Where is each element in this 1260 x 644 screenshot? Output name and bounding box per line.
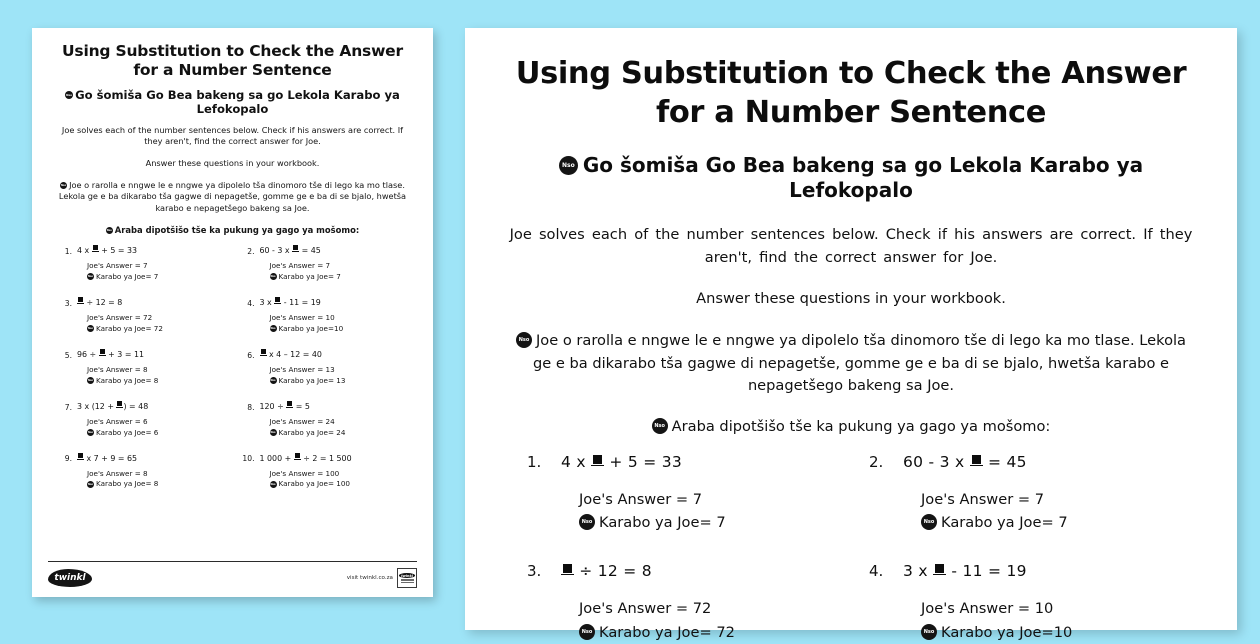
- question-number: 6.: [247, 350, 255, 360]
- nso-language-badge-icon: Nso: [87, 275, 94, 279]
- joes-answer-nso: [270, 376, 412, 386]
- unknown-box-icon: [294, 453, 301, 460]
- equation-prefix: 3 x: [259, 298, 275, 308]
- thumbnail-question-item: [239, 298, 412, 334]
- joes-answer-nso-text: Karabo ya Joe= 7: [941, 514, 1068, 532]
- joes-answer-nso: [921, 621, 1193, 644]
- question-number: 10.: [242, 454, 255, 464]
- intro-paragraph-nso: [501, 330, 1201, 398]
- equation-suffix: - 11 = 19: [946, 562, 1027, 580]
- equation-prefix: 3 x: [903, 562, 934, 580]
- joes-answer-nso: [87, 428, 229, 438]
- equation-suffix: x 7 + 9 = 65: [84, 453, 138, 463]
- question-number: 1.: [527, 452, 542, 471]
- nso-language-badge-icon: Nso: [516, 332, 532, 348]
- nso-language-badge-icon: Nso: [270, 379, 276, 383]
- award-badge-line: [401, 579, 414, 580]
- joes-answer-nso: [87, 272, 229, 282]
- equation-suffix: + 3 = 11: [105, 350, 144, 360]
- joes-answer-nso: [87, 479, 229, 489]
- thumbnail-question-item: [239, 454, 412, 490]
- page-title: Using Substitution to Check the Answer for a Number Sentence: [515, 56, 1187, 131]
- unknown-box-icon: [77, 297, 84, 304]
- worksheet-main-page[interactable]: [465, 28, 1237, 641]
- nso-language-badge-icon: Nso: [87, 379, 94, 383]
- nso-language-badge-icon: Nso: [87, 482, 94, 486]
- thumbnail-question-item: [56, 350, 229, 386]
- question-equation: [260, 350, 412, 359]
- unknown-box-icon: [116, 401, 123, 408]
- joes-answer-en: Joe's Answer = 24: [269, 417, 335, 427]
- question-equation: [260, 246, 412, 255]
- equation-suffix: + 5 = 33: [604, 452, 683, 471]
- question-item-4: [869, 562, 1193, 644]
- joes-answer-en: Joe's Answer = 10: [921, 600, 1054, 617]
- nso-language-badge-icon: Nso: [66, 93, 73, 98]
- joes-answer-nso: [270, 272, 412, 282]
- equation-prefix: 60 - 3 x: [903, 452, 970, 471]
- equation-suffix: ÷ 12 = 8: [574, 562, 652, 580]
- unknown-box-icon: [260, 349, 267, 356]
- unknown-box-icon: [99, 349, 106, 356]
- nso-language-badge-icon: Nso: [87, 431, 94, 435]
- joes-answer-en: Joe's Answer = 7: [269, 261, 331, 271]
- nso-language-badge-icon: Nso: [652, 418, 668, 434]
- joes-answer-nso-text: Karabo ya Joe=10: [278, 323, 344, 333]
- joes-answer-nso-text: Karabo ya Joe= 6: [96, 427, 159, 437]
- question-number: 1.: [64, 246, 72, 256]
- joes-answer-nso-text: Karabo ya Joe= 13: [278, 375, 346, 385]
- question-equation: [77, 402, 229, 411]
- joes-answer-nso-text: Karabo ya Joe= 7: [96, 271, 159, 281]
- equation-suffix: ÷ 2 = 1 500: [300, 453, 352, 463]
- joes-answer-nso-text: Karabo ya Joe= 8: [96, 375, 159, 385]
- instruction-en: Answer these questions in your workbook.: [696, 290, 1006, 308]
- award-badge-line: [401, 582, 414, 583]
- question-equation: [260, 402, 412, 411]
- thumbnail-footer: [48, 561, 417, 589]
- question-equation: [561, 562, 851, 580]
- joes-answer-nso: [270, 428, 412, 438]
- question-equation: [903, 453, 1193, 471]
- unknown-box-icon: [591, 455, 604, 466]
- joes-answer-nso-text: Karabo ya Joe= 7: [599, 514, 726, 532]
- question-equation: [77, 454, 229, 463]
- equation-suffix: ÷ 12 = 8: [84, 298, 123, 308]
- joes-answer-en: Joe's Answer = 7: [87, 261, 148, 271]
- unknown-box-icon: [292, 245, 299, 252]
- thumbnail-question-item: [239, 402, 412, 438]
- unknown-box-icon: [561, 564, 574, 575]
- intro-paragraph-en: Joe solves each of the number sentences below. Check if his answers are correct. If they aren't, find the correct answer for Joe.: [509, 226, 1193, 266]
- question-equation: [260, 454, 412, 463]
- equation-suffix: - 11 = 19: [281, 298, 321, 308]
- thumbnail-question-item: [56, 246, 229, 282]
- equation-prefix: 60 - 3 x: [259, 246, 293, 256]
- question-number: 2.: [869, 452, 884, 471]
- nso-language-badge-icon: Nso: [921, 624, 937, 640]
- joes-answer-nso-text: Karabo ya Joe= 72: [599, 623, 735, 641]
- joes-answer-en: Joe's Answer = 72: [579, 600, 712, 617]
- joes-answer-nso: [579, 511, 851, 535]
- joes-answer-nso: [87, 324, 229, 334]
- thumbnail-intro-nso: [48, 180, 417, 215]
- thumbnail-subtitle-text: Go šomiša Go Bea bakeng sa go Lekola Karabo ya Lefokopalo: [75, 87, 400, 116]
- instruction-nso-text: Araba dipotšišo tše ka pukung ya gago ya mošomo:: [671, 417, 1051, 435]
- joes-answer-nso-text: Karabo ya Joe= 24: [278, 427, 346, 437]
- equation-prefix: 4 x: [561, 452, 592, 471]
- question-item-3: [527, 562, 851, 644]
- thumbnail-intro-nso-text: Joe o rarolla e nngwe le e nngwe ya dipolelo tša dinomoro tše di lego ka mo tlase. Lekola ge e ba dikarabo tša gagwe di nepagetše, gomme ge e ba di se bjalo, hwetša karabo e nepagetšego bakeng sa Joe.: [58, 179, 407, 213]
- question-number: 4.: [869, 562, 884, 580]
- thumbnail-subtitle: [48, 89, 417, 117]
- thumbnail-intro-en: Joe solves each of the number sentences below. Check if his answers are correct. If they aren't, find the correct answer for Joe.: [61, 124, 404, 147]
- nso-language-badge-icon: Nso: [87, 327, 94, 331]
- joes-answer-en: Joe's Answer = 100: [269, 468, 340, 478]
- joes-answer-en: Joe's Answer = 13: [269, 365, 335, 375]
- joes-answer-en: Joe's Answer = 8: [87, 468, 148, 478]
- question-number: 3.: [64, 298, 72, 308]
- joes-answer-nso: [579, 621, 851, 644]
- equation-prefix: 4 x: [77, 246, 92, 256]
- thumbnail-questions-grid: [48, 246, 417, 489]
- joes-answer-en: Joe's Answer = 10: [269, 313, 335, 323]
- nso-language-badge-icon: Nso: [559, 156, 578, 175]
- equation-prefix: 120 ÷: [259, 402, 287, 412]
- joes-answer-nso-text: Karabo ya Joe=10: [941, 623, 1073, 641]
- unknown-box-icon: [92, 245, 99, 252]
- equation-prefix: 3 x (12 +: [77, 402, 117, 412]
- footer-right-group: [347, 568, 417, 588]
- joes-answer-nso-text: Karabo ya Joe= 7: [278, 271, 341, 281]
- unknown-box-icon: [970, 455, 983, 466]
- thumbnail-question-item: [56, 298, 229, 334]
- nso-language-badge-icon: Nso: [579, 624, 595, 640]
- question-equation: [77, 298, 229, 307]
- question-number: 8.: [247, 402, 255, 412]
- equation-suffix: ) = 48: [123, 402, 149, 412]
- question-equation: [561, 453, 851, 471]
- nso-language-badge-icon: Nso: [106, 229, 112, 233]
- question-equation: [77, 246, 229, 255]
- award-badge-logo-text: twinkl: [399, 573, 416, 578]
- joes-answer-nso-text: Karabo ya Joe= 8: [96, 479, 159, 489]
- joes-answer-en: Joe's Answer = 6: [87, 417, 148, 427]
- equation-prefix: 96 ÷: [77, 350, 99, 360]
- joes-answer-nso: [87, 376, 229, 386]
- equation-suffix: = 45: [299, 246, 321, 256]
- unknown-box-icon: [933, 564, 946, 575]
- page-subtitle: [501, 153, 1201, 203]
- nso-language-badge-icon: Nso: [579, 514, 595, 530]
- unknown-box-icon: [286, 401, 293, 408]
- joes-answer-nso: [270, 324, 412, 334]
- joes-answer-en: Joe's Answer = 8: [87, 365, 148, 375]
- question-equation: [77, 350, 229, 359]
- question-equation: [260, 298, 412, 307]
- joes-answer-nso: [270, 479, 412, 489]
- joes-answer-en: Joe's Answer = 7: [921, 490, 1045, 508]
- nso-language-badge-icon: Nso: [270, 431, 276, 435]
- nso-language-badge-icon: Nso: [270, 327, 276, 331]
- joes-answer-en: Joe's Answer = 72: [87, 313, 153, 323]
- nso-language-badge-icon: Nso: [921, 514, 937, 530]
- thumbnail-instruction-nso-text: Araba dipotšišo tše ka pukung ya gago ya mošomo:: [114, 225, 360, 236]
- question-number: 9.: [64, 454, 72, 464]
- nso-language-badge-icon: Nso: [61, 183, 67, 187]
- question-number: 2.: [247, 246, 255, 256]
- equation-suffix: = 45: [982, 452, 1027, 471]
- joes-answer-nso: [921, 511, 1193, 535]
- question-number: 5.: [64, 350, 72, 360]
- instruction-nso: [501, 418, 1201, 435]
- question-equation: [903, 562, 1193, 580]
- question-number: 7.: [64, 402, 72, 412]
- equation-suffix: + 5 = 33: [98, 246, 138, 256]
- thumbnail-question-item: [56, 402, 229, 438]
- thumbnail-question-item: [239, 246, 412, 282]
- footer-divider: [48, 561, 417, 562]
- intro-paragraph-nso-text: Joe o rarolla e nngwe le e nngwe ya dipolelo tša dinomoro tše di lego ka mo tlase. Lekola ge e ba dikarabo tša gagwe di nepagetše, gomme ge e ba di se bjalo, hwetša karabo e nepagetšego bakeng sa Joe.: [533, 331, 1186, 395]
- thumbnail-instruction-en: Answer these questions in your workbook.: [145, 157, 320, 168]
- worksheet-thumbnail-page[interactable]: [32, 28, 433, 597]
- question-number: 4.: [247, 298, 255, 308]
- question-number: 3.: [527, 562, 542, 580]
- twinkl-logo: twinkl: [48, 569, 92, 587]
- page-subtitle-text: Go šomiša Go Bea bakeng sa go Lekola Karabo ya Lefokopalo: [582, 153, 1144, 203]
- thumbnail-title: Using Substitution to Check the Answer for a Number Sentence: [62, 42, 403, 79]
- nso-language-badge-icon: Nso: [270, 482, 276, 486]
- joes-answer-en: Joe's Answer = 7: [579, 490, 703, 508]
- unknown-box-icon: [274, 297, 281, 304]
- question-item-2: [869, 453, 1193, 535]
- thumbnail-question-item: [239, 350, 412, 386]
- equation-prefix: 1 000 +: [259, 453, 294, 463]
- thumbnail-instruction-nso: [48, 225, 417, 235]
- question-item-1: [527, 453, 851, 535]
- twinkl-award-badge-icon: [397, 568, 417, 588]
- equation-suffix: x 4 – 12 = 40: [266, 350, 322, 360]
- nso-language-badge-icon: Nso: [270, 275, 276, 279]
- unknown-box-icon: [77, 453, 84, 460]
- questions-grid: [501, 453, 1201, 644]
- thumbnail-question-item: [56, 454, 229, 490]
- joes-answer-nso-text: Karabo ya Joe= 72: [96, 323, 163, 333]
- joes-answer-nso-text: Karabo ya Joe= 100: [278, 479, 351, 489]
- equation-suffix: = 5: [293, 402, 310, 412]
- visit-website-text: visit twinkl.co.za: [346, 575, 393, 581]
